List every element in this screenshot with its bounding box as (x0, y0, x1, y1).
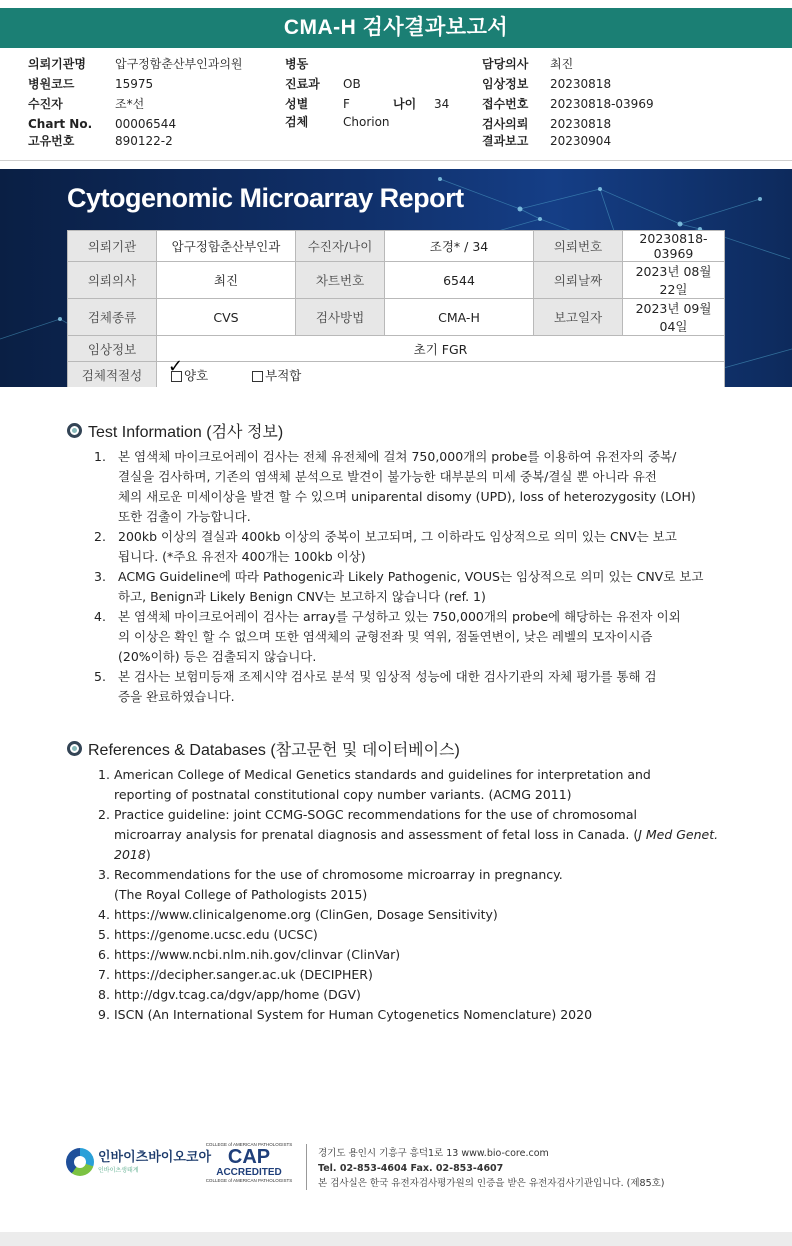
table-value: 조경* / 34 (385, 231, 534, 262)
reference-text: reporting of postnatal constitutional copy number variants. (ACMG 2011) (114, 787, 572, 802)
list-item-line: 체의 새로운 미세이상을 발견 할 수 있으며 uniparental disomy (UPD), loss of heterozygosity (LOH) (118, 489, 696, 504)
footer-cert: 본 검사실은 한국 유전자검사평가원의 인증을 받은 유전자검사기관입니다. (제85호) (318, 1178, 665, 1189)
table-label: 차트번호 (296, 262, 385, 299)
list-item-line: 본 염색체 마이크로어레이 검사는 array를 구성하고 있는 750,000개의 probe에 해당하는 유전자 이외 (118, 609, 681, 624)
list-item-line: (20%이하) 등은 검출되지 않습니다. (118, 649, 317, 664)
list-number: 3. (94, 569, 106, 584)
list-item-line: 됩니다. (*주요 유전자 400개는 100kb 이상) (118, 549, 366, 564)
list-item-line: 본 검사는 보험미등재 조제시약 검사로 분석 및 임상적 성능에 대한 검사기관의 자체 평가를 통해 검 (118, 669, 657, 684)
company-subtitle: 인바이츠생태계 (98, 1166, 139, 1174)
reference-line (114, 945, 754, 965)
table-label: 보고일자 (534, 299, 623, 336)
list-item-line: 증을 완료하였습니다. (118, 689, 235, 704)
reference-text: https://decipher.sanger.ac.uk (DECIPHER) (114, 967, 373, 982)
header-value: 15975 (115, 77, 154, 91)
list-item (94, 667, 738, 707)
header-value: 조*선 (115, 97, 145, 111)
cap-bottom-text: COLLEGE of AMERICAN PATHOLOGISTS (205, 1178, 293, 1183)
bullet-ring-icon (67, 741, 82, 756)
footer (66, 1142, 726, 1194)
header-label: 진료과 (285, 77, 320, 91)
list-number: 2. (94, 529, 106, 544)
bullet-ring-icon (67, 423, 82, 438)
table-label: 검체적절성 (68, 362, 157, 388)
table-label: 의뢰기관 (68, 231, 157, 262)
reference-text: Practice guideline: joint CCMG-SOGC recommendations for the use of chromosomal (114, 807, 638, 822)
table-row (68, 299, 725, 336)
test-info-heading (67, 419, 283, 442)
company-logo (66, 1148, 211, 1176)
reference-text: (The Royal College of Pathologists 2015) (114, 887, 368, 902)
clinical-info-value: 초기 FGR (157, 336, 725, 362)
reference-item (98, 945, 754, 965)
list-number: 1. (94, 449, 106, 464)
list-item (94, 567, 738, 607)
reference-text: https://www.clinicalgenome.org (ClinGen, Dosage Sensitivity) (114, 907, 498, 922)
table-value: 20230818-03969 (623, 231, 725, 262)
cap-top-text: COLLEGE of AMERICAN PATHOLOGISTS (205, 1142, 293, 1147)
list-item-line: 또한 검출이 가능합니다. (118, 509, 251, 524)
list-number: 4. (94, 609, 106, 624)
list-item-line: 하고, Benign과 Likely Benign CNV는 보고하지 않습니다 (ref. 1) (118, 589, 486, 604)
list-item-line: ACMG Guideline에 따라 Pathogenic과 Likely Pathogenic, VOUS는 임상적으로 의미 있는 CNV로 보고 (118, 569, 704, 584)
references-heading-text: References & Databases (참고문헌 및 데이터베이스) (88, 742, 460, 759)
header-label: Chart No. (28, 117, 93, 131)
table-row (68, 362, 725, 388)
header-label: 의뢰기관명 (28, 57, 86, 71)
reference-item (98, 965, 754, 985)
header-value: F (343, 97, 350, 111)
cap-text: CAP (227, 1146, 271, 1168)
reference-number: 4. (98, 907, 110, 922)
header-label: 임상정보 (482, 77, 529, 91)
reference-line (114, 805, 754, 825)
page-title: CMA-H 검사결과보고서 (0, 8, 792, 48)
reference-text: American College of Medical Genetics standards and guidelines for interpretation and (114, 767, 651, 782)
reference-item (98, 765, 754, 805)
reference-text: http://dgv.tcag.ca/dgv/app/home (DGV) (114, 987, 361, 1002)
list-item (94, 607, 738, 667)
reference-text: https://www.ncbi.nlm.nih.gov/clinvar (ClinVar) (114, 947, 401, 962)
table-row (68, 336, 725, 362)
reference-item (98, 985, 754, 1005)
divider (0, 160, 792, 161)
reference-line (114, 785, 754, 805)
list-item (94, 447, 738, 527)
reference-number: 1. (98, 767, 110, 782)
reference-number: 3. (98, 867, 110, 882)
reference-line (114, 885, 754, 905)
reference-number: 8. (98, 987, 110, 1002)
reference-text: ISCN (An International System for Human Cytogenetics Nomenclature) 2020 (114, 1007, 593, 1022)
reference-tail: ) (145, 847, 151, 862)
cap-accredited-text: ACCREDITED (216, 1167, 282, 1178)
adequacy-cell (157, 355, 725, 388)
footer-tel: Tel. 02-853-4604 Fax. 02-853-4607 (318, 1163, 504, 1174)
references-heading (67, 737, 460, 760)
header-label: 접수번호 (482, 97, 529, 111)
reference-item (98, 1005, 754, 1025)
header-value: 20230818 (550, 77, 612, 91)
table-value: 6544 (385, 262, 534, 299)
reference-number: 9. (98, 1007, 110, 1022)
header-label: 결과보고 (482, 134, 529, 148)
reference-line (114, 1005, 754, 1025)
reference-line (114, 985, 754, 1005)
age-value: 34 (434, 97, 450, 111)
age-label: 나이 (393, 97, 417, 111)
reference-text: Recommendations for the use of chromosome microarray in pregnancy. (114, 867, 563, 882)
header-label: 병원코드 (28, 77, 75, 91)
reference-journal: J Med Genet. 2018 (114, 827, 719, 862)
table-row (68, 231, 725, 262)
header-value: 20230818-03969 (550, 97, 654, 111)
table-value: CVS (157, 299, 296, 336)
table-label: 의뢰번호 (534, 231, 623, 262)
reference-number: 5. (98, 927, 110, 942)
checkbox-icon (252, 371, 263, 382)
header-value: 00006544 (115, 117, 177, 131)
adequacy-ok-label: 양호 (184, 367, 209, 383)
header-value: 20230904 (550, 134, 612, 148)
reference-number: 7. (98, 967, 110, 982)
reference-line (114, 825, 754, 865)
reference-item (98, 865, 754, 905)
table-value: CMA-H (385, 299, 534, 336)
reference-line (114, 905, 754, 925)
adequacy-ok-option[interactable] (168, 355, 209, 384)
table-label: 의뢰의사 (68, 262, 157, 299)
adequacy-bad-option[interactable] (252, 366, 301, 384)
company-name: 인바이츠바이오코아 (98, 1149, 212, 1165)
table-value: 2023년 08월 22일 (623, 262, 725, 299)
table-row (68, 262, 725, 299)
test-info-heading-text: Test Information (검사 정보) (88, 424, 284, 441)
reference-item (98, 805, 754, 865)
table-value: 최진 (157, 262, 296, 299)
reference-line (114, 965, 754, 985)
table-value: 압구정함춘산부인과 (157, 231, 296, 262)
footer-contact (318, 1146, 665, 1191)
reference-line (114, 765, 754, 785)
table-label: 임상정보 (68, 336, 157, 362)
checkmark-icon: ✓ (168, 355, 184, 377)
header-value: OB (343, 77, 361, 91)
header-label: 수진자 (28, 97, 63, 111)
header-value: Chorion (343, 115, 390, 129)
reference-text: microarray analysis for prenatal diagnosis and assessment of fetal loss in Canada. ( (114, 827, 639, 842)
reference-line (114, 925, 754, 945)
list-item-line: 본 염색체 마이크로어레이 검사는 전체 유전체에 걸쳐 750,000개의 probe를 이용하여 유전자의 중복/ (118, 449, 677, 464)
footer-divider (306, 1144, 307, 1190)
header-value: 20230818 (550, 117, 612, 131)
list-item (94, 527, 738, 567)
cap-accreditation-logo (204, 1142, 294, 1194)
adequacy-bad-label: 부적합 (265, 367, 302, 383)
list-number: 5. (94, 669, 106, 684)
table-label: 의뢰날짜 (534, 262, 623, 299)
header-label: 담당의사 (482, 57, 529, 71)
report-banner (0, 169, 792, 387)
bio-core-logo-icon (66, 1148, 94, 1176)
reference-item (98, 905, 754, 925)
reference-line (114, 865, 754, 885)
footer-address: 경기도 용인시 기흥구 흥덕1로 13 www.bio-core.com (318, 1148, 549, 1159)
report-title: Cytogenomic Microarray Report (67, 183, 464, 213)
header-label: 검사의뢰 (482, 117, 529, 131)
table-value: 2023년 09월 04일 (623, 299, 725, 336)
table-label: 검사방법 (296, 299, 385, 336)
references-list (98, 765, 754, 1025)
table-label: 수진자/나이 (296, 231, 385, 262)
reference-item (98, 925, 754, 945)
test-info-list (94, 447, 738, 707)
table-label: 검체종류 (68, 299, 157, 336)
reference-text: https://genome.ucsc.edu (UCSC) (114, 927, 318, 942)
header-value: 최진 (550, 57, 574, 71)
header-value: 압구정함춘산부인과의원 (115, 57, 243, 71)
reference-number: 2. (98, 807, 110, 822)
list-item-line: 결실을 검사하며, 기존의 염색체 분석으로 발견이 불가능한 대부분의 미세 중복/결실 뿐 아니라 유전 (118, 469, 657, 484)
report-info-table (67, 230, 725, 387)
reference-number: 6. (98, 947, 110, 962)
list-item-line: 200kb 이상의 결실과 400kb 이상의 중복이 보고되며, 그 이하라도 임상적으로 의미 있는 CNV는 보고 (118, 529, 677, 544)
header-label: 고유번호 (28, 134, 75, 148)
header-label: 병동 (285, 57, 309, 71)
header-value: 890122-2 (115, 134, 173, 148)
list-item-line: 의 이상은 확인 할 수 없으며 또한 염색체의 균형전좌 및 역위, 점돌연변이, 낮은 레벨의 모자이시즘 (118, 629, 653, 644)
header-label: 성별 (285, 97, 309, 111)
header-label: 검체 (285, 115, 309, 129)
